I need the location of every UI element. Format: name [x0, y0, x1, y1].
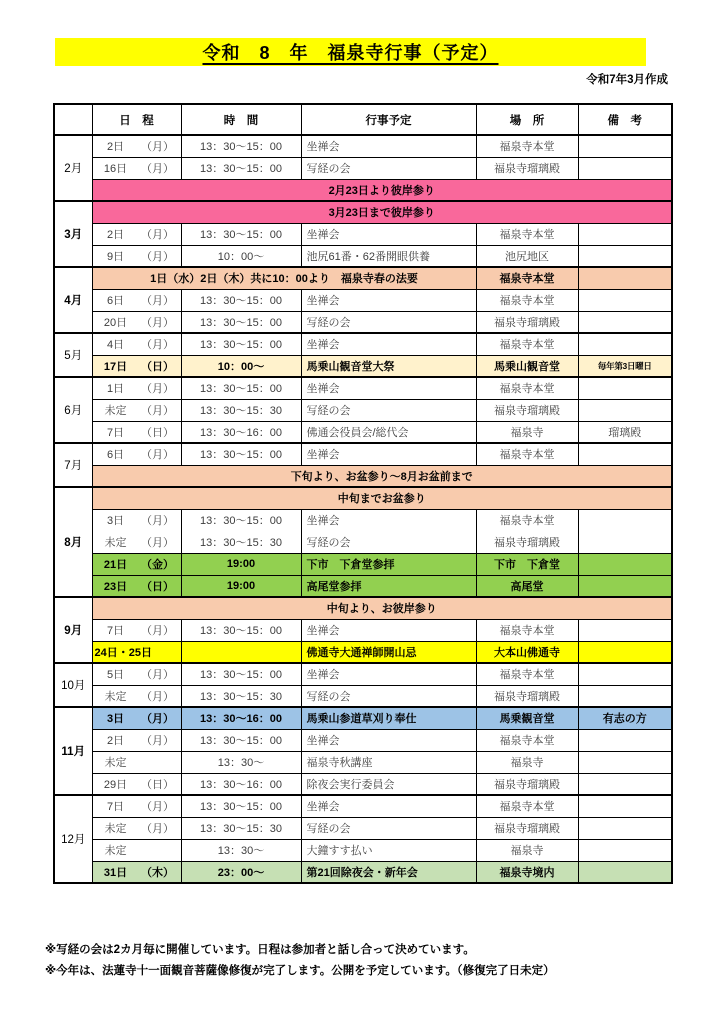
date-weekday [95, 402, 179, 418]
cell-time: 13：30～15：00 [181, 333, 301, 355]
cell-event: 坐禅会 [301, 377, 476, 399]
page-title: 令和 8 年 福泉寺行事（予定） [202, 43, 499, 63]
table-row [54, 289, 672, 311]
cell-note [578, 223, 672, 245]
table-row [54, 685, 672, 707]
table-row [54, 421, 672, 443]
cell-note [578, 641, 672, 663]
cell-place: 福泉寺 [476, 751, 578, 773]
date-weekday [95, 358, 179, 374]
banner-text: 中旬までお盆参り [92, 487, 672, 509]
cell-date [92, 817, 181, 839]
cell-date [92, 619, 181, 641]
footnote-1: ※写経の会は2カ月毎に開催しています。日程は参加者と話し合って決めています。 [45, 944, 475, 956]
cell-place: 福泉寺瑠璃殿 [476, 817, 578, 839]
cell-place: 池尻地区 [476, 245, 578, 267]
table-row [54, 641, 672, 663]
cell-date [92, 641, 181, 663]
date-value: 16日 [103, 163, 128, 175]
cell-time: 13：30～16：00 [181, 421, 301, 443]
cell-note [578, 729, 672, 751]
date-weekday [95, 710, 179, 726]
header-event: 行事予定 [301, 104, 476, 135]
date-value: 23日 [103, 580, 128, 593]
cell-event: 写経の会 [301, 311, 476, 333]
table-row [54, 795, 672, 817]
weekday-value: （月） [141, 669, 174, 682]
date-value: 29日 [103, 778, 128, 791]
date-value: 3日 [106, 515, 125, 528]
header-note: 備 考 [578, 104, 672, 135]
date-weekday [95, 864, 179, 880]
footnotes [45, 940, 685, 982]
weekday-value: （月） [141, 625, 174, 637]
cell-date [92, 685, 181, 707]
cell-event: 大鐘すす払い [301, 839, 476, 861]
month-label: 3月 [54, 201, 92, 267]
date-value: 未定 [104, 757, 127, 769]
header-time: 時 間 [181, 104, 301, 135]
cell-time: 13：30～ [181, 839, 301, 861]
cell-note [578, 135, 672, 157]
cell-event: 坐禅会 [301, 223, 476, 245]
cell-date [92, 223, 181, 245]
cell-event: 写経の会 [301, 399, 476, 421]
table-row [54, 575, 672, 597]
weekday-value: （月） [141, 801, 174, 814]
cell-event: 写経の会 [301, 685, 476, 707]
cell-note [578, 817, 672, 839]
table-row [54, 729, 672, 751]
cell-note [578, 245, 672, 267]
banner-text: 1日（水）2日（木）共に10：00より 福泉寺春の法要 [92, 267, 476, 289]
cell-event: 坐禅会 [301, 509, 476, 531]
table-row [54, 817, 672, 839]
date-value: 未定 [104, 405, 127, 417]
cell-place: 下市 下倉堂 [476, 553, 578, 575]
weekday-value: （日） [141, 360, 174, 373]
cell-event: 坐禅会 [301, 135, 476, 157]
month-column-header [54, 104, 92, 135]
cell-date [92, 311, 181, 333]
cell-place: 福泉寺本堂 [476, 377, 578, 399]
weekday-value: （月） [141, 823, 174, 835]
date-value: 1日 [106, 383, 125, 396]
date-weekday [95, 688, 179, 704]
date-weekday [95, 380, 179, 396]
cell-date [92, 399, 181, 421]
cell-place: 福泉寺本堂 [476, 729, 578, 751]
cell-place: 福泉寺本堂 [476, 795, 578, 817]
cell-place: 福泉寺瑠璃殿 [476, 531, 578, 553]
date-value: 2日 [106, 735, 125, 747]
date-weekday [95, 446, 179, 462]
date-weekday [95, 138, 179, 154]
date-weekday [95, 732, 179, 748]
cell-place: 福泉寺本堂 [476, 289, 578, 311]
date-weekday [95, 512, 179, 528]
cell-date [92, 553, 181, 575]
cell-event: 除夜会実行委員会 [301, 773, 476, 795]
cell-event: 坐禅会 [301, 443, 476, 465]
weekday-value: （月） [141, 515, 174, 528]
weekday-value: （月） [141, 229, 174, 241]
date-value: 7日 [106, 625, 125, 637]
cell-time: 13：30～16：00 [181, 773, 301, 795]
date-value: 17日 [103, 360, 128, 373]
cell-note: 瑠璃殿 [578, 421, 672, 443]
date-weekday [95, 424, 179, 440]
weekday-value: （月） [141, 163, 174, 175]
cell-time: 13：30～15：00 [181, 795, 301, 817]
cell-time: 13：30～15：30 [181, 685, 301, 707]
cell-date [92, 861, 181, 883]
cell-time: 13：30～15：00 [181, 157, 301, 179]
table-row [54, 663, 672, 685]
cell-event: 馬乗山観音堂大祭 [301, 355, 476, 377]
weekday-value: （月） [141, 316, 174, 329]
cell-date [92, 443, 181, 465]
month-label: 8月 [54, 487, 92, 597]
cell-time: 13：30～15：00 [181, 289, 301, 311]
date-value: 7日 [106, 801, 125, 814]
cell-time: 13：30～15：00 [181, 135, 301, 157]
cell-place: 福泉寺本堂 [476, 333, 578, 355]
date-weekday [95, 556, 179, 572]
cell-note [578, 663, 672, 685]
table-row [54, 223, 672, 245]
cell-time [181, 641, 301, 663]
cell-event: 第21回除夜会・新年会 [301, 861, 476, 883]
cell-time: 23：00～ [181, 861, 301, 883]
cell-date [92, 377, 181, 399]
date-value: 9日 [106, 250, 125, 263]
cell-date [92, 135, 181, 157]
cell-place: 福泉寺本堂 [476, 509, 578, 531]
cell-time: 10：00～ [181, 355, 301, 377]
cell-time: 13：30～15：00 [181, 619, 301, 641]
cell-date [92, 333, 181, 355]
cell-time: 19:00 [181, 575, 301, 597]
cell-time: 13：30～16：00 [181, 707, 301, 729]
cell-note [578, 861, 672, 883]
month-label: 7月 [54, 443, 92, 487]
weekday-value: （月） [141, 713, 174, 726]
date-weekday [95, 160, 179, 176]
cell-note [578, 509, 672, 531]
cell-event: 坐禅会 [301, 289, 476, 311]
month-label: 10月 [54, 663, 92, 707]
cell-time: 13：30～15：30 [181, 399, 301, 421]
cell-event: 池尻61番・62番開眼供養 [301, 245, 476, 267]
cell-time: 13：30～15：00 [181, 663, 301, 685]
cell-date [92, 245, 181, 267]
cell-place: 福泉寺 [476, 839, 578, 861]
weekday-value: （月） [141, 295, 174, 307]
weekday-value: （金） [141, 559, 174, 571]
cell-event: 写経の会 [301, 157, 476, 179]
cell-note [578, 773, 672, 795]
banner-text: 中旬より、お彼岸参り [92, 597, 672, 619]
date-value: 2日 [106, 229, 125, 241]
cell-time: 10：00～ [181, 245, 301, 267]
cell-date [92, 729, 181, 751]
date-value: 21日 [103, 559, 128, 571]
weekday-value: （月） [141, 735, 174, 747]
cell-time: 13：30～15：00 [181, 311, 301, 333]
cell-date [92, 773, 181, 795]
cell-date [92, 289, 181, 311]
cell-note [578, 619, 672, 641]
cell-date [92, 509, 181, 531]
weekday-value: （月） [141, 690, 174, 703]
weekday-value: （月） [141, 250, 174, 263]
table-row [54, 333, 672, 355]
date-weekday [95, 622, 179, 638]
date-weekday [95, 644, 179, 660]
table-row [54, 311, 672, 333]
month-label: 11月 [54, 707, 92, 795]
cell-place: 福泉寺本堂 [476, 619, 578, 641]
cell-note [578, 795, 672, 817]
date-weekday [95, 292, 179, 308]
weekday-value: （木） [141, 866, 174, 879]
weekday-value: （月） [141, 449, 174, 462]
table-row [54, 597, 672, 619]
date-weekday [95, 776, 179, 792]
weekday-value: （月） [141, 536, 174, 549]
cell-note [578, 289, 672, 311]
cell-event: 高尾堂参拝 [301, 575, 476, 597]
banner-text: 下旬より、お盆参り～8月お盆前まで [92, 465, 672, 487]
table-row [54, 531, 672, 553]
cell-place: 福泉寺本堂 [476, 663, 578, 685]
table-row [54, 465, 672, 487]
date-weekday [95, 248, 179, 264]
cell-place: 福泉寺本堂 [476, 267, 578, 289]
cell-event: 坐禅会 [301, 729, 476, 751]
cell-date [92, 707, 181, 729]
cell-place: 馬乗観音堂 [476, 707, 578, 729]
cell-event: 坐禅会 [301, 795, 476, 817]
weekday-value: （日） [141, 580, 174, 593]
date-value: 31日 [103, 866, 128, 879]
cell-place: 福泉寺瑠璃殿 [476, 157, 578, 179]
date-weekday [95, 798, 179, 814]
table-row [54, 553, 672, 575]
cell-time: 13：30～15：00 [181, 509, 301, 531]
cell-place: 福泉寺瑠璃殿 [476, 311, 578, 333]
month-label: 9月 [54, 597, 92, 663]
cell-date [92, 421, 181, 443]
month-label: 2月 [54, 135, 92, 201]
table-row [54, 773, 672, 795]
cell-note [578, 443, 672, 465]
cell-note [578, 531, 672, 553]
table-row [54, 509, 672, 531]
date-weekday [95, 336, 179, 352]
cell-time: 13：30～15：00 [181, 443, 301, 465]
cell-place: 福泉寺瑠璃殿 [476, 685, 578, 707]
weekday-value: （日） [141, 778, 174, 791]
table-row [54, 487, 672, 509]
cell-note [578, 575, 672, 597]
cell-date [92, 839, 181, 861]
cell-place: 福泉寺瑠璃殿 [476, 399, 578, 421]
cell-place: 福泉寺本堂 [476, 135, 578, 157]
weekday-value: （月） [141, 339, 174, 352]
date-value: 6日 [106, 295, 125, 307]
cell-time: 19:00 [181, 553, 301, 575]
table-row [54, 157, 672, 179]
cell-place: 高尾堂 [476, 575, 578, 597]
cell-date [92, 157, 181, 179]
table-row [54, 443, 672, 465]
cell-event: 馬乗山参道草刈り奉仕 [301, 707, 476, 729]
table-row [54, 399, 672, 421]
weekday-value: （月） [141, 405, 174, 417]
cell-note [578, 267, 672, 289]
table-row [54, 245, 672, 267]
month-label: 5月 [54, 333, 92, 377]
cell-date [92, 795, 181, 817]
header-place: 場 所 [476, 104, 578, 135]
cell-place: 福泉寺 [476, 421, 578, 443]
cell-date [92, 751, 181, 773]
cell-date [92, 355, 181, 377]
date-value: 24日・25日 [94, 646, 152, 659]
cell-event: 下市 下倉堂参拝 [301, 553, 476, 575]
banner-text: 3月23日まで彼岸参り [92, 201, 672, 223]
month-label: 12月 [54, 795, 92, 883]
weekday-value: （月） [141, 383, 174, 396]
table-row [54, 135, 672, 157]
cell-time: 13：30～15：00 [181, 377, 301, 399]
cell-note [578, 333, 672, 355]
date-weekday [95, 754, 179, 770]
header-row [54, 104, 672, 135]
cell-note [578, 311, 672, 333]
date-value: 7日 [106, 426, 125, 439]
cell-time: 13：30～ [181, 751, 301, 773]
date-value: 5日 [106, 669, 125, 682]
date-weekday [95, 314, 179, 330]
title-banner [55, 38, 646, 66]
cell-note [578, 685, 672, 707]
date-weekday [95, 820, 179, 836]
cell-note [578, 377, 672, 399]
table-row [54, 267, 672, 289]
weekday-value: （日） [141, 426, 174, 439]
date-value: 3日 [106, 713, 125, 726]
date-weekday [95, 842, 179, 858]
date-value: 未定 [104, 536, 127, 549]
cell-date [92, 663, 181, 685]
weekday-value: （月） [141, 141, 174, 154]
month-label: 4月 [54, 267, 92, 333]
cell-event: 写経の会 [301, 531, 476, 553]
cell-event: 写経の会 [301, 817, 476, 839]
date-weekday [95, 666, 179, 682]
date-value: 4日 [106, 339, 125, 352]
table-row [54, 619, 672, 641]
month-label: 6月 [54, 377, 92, 443]
cell-note: 有志の方 [578, 707, 672, 729]
header-schedule: 日 程 [92, 104, 181, 135]
cell-note: 毎年第3日曜日 [578, 355, 672, 377]
date-value: 6日 [106, 449, 125, 462]
table-row [54, 861, 672, 883]
footnote-2: ※今年は、法蓮寺十一面観音菩薩像修復が完了します。公開を予定しています。（修復完了日未定） [45, 965, 555, 977]
cell-event: 坐禅会 [301, 663, 476, 685]
date-value: 未定 [104, 823, 127, 835]
cell-place: 福泉寺本堂 [476, 443, 578, 465]
created-date: 令和7年3月作成 [586, 74, 668, 86]
date-value: 未定 [104, 690, 127, 703]
banner-text: 2月23日より彼岸参り [92, 179, 672, 201]
cell-date [92, 531, 181, 553]
schedule-table [53, 103, 673, 884]
cell-place: 福泉寺本堂 [476, 223, 578, 245]
cell-time: 13：30～15：00 [181, 729, 301, 751]
cell-note [578, 751, 672, 773]
date-value: 2日 [106, 141, 125, 154]
cell-time: 13：30～15：30 [181, 817, 301, 839]
cell-place: 大本山佛通寺 [476, 641, 578, 663]
cell-place: 福泉寺境内 [476, 861, 578, 883]
cell-event: 坐禅会 [301, 619, 476, 641]
cell-note [578, 399, 672, 421]
cell-note [578, 553, 672, 575]
cell-time: 13：30～15：00 [181, 223, 301, 245]
table-row [54, 707, 672, 729]
cell-event: 佛通会役員会/総代会 [301, 421, 476, 443]
cell-date [92, 575, 181, 597]
cell-note [578, 839, 672, 861]
table-row [54, 751, 672, 773]
cell-place: 福泉寺瑠璃殿 [476, 773, 578, 795]
cell-event: 坐禅会 [301, 333, 476, 355]
date-weekday [95, 578, 179, 594]
cell-time: 13：30～15：30 [181, 531, 301, 553]
table-row [54, 179, 672, 201]
date-weekday [95, 534, 179, 550]
table-row [54, 377, 672, 399]
cell-note [578, 157, 672, 179]
date-value: 未定 [104, 845, 127, 857]
table-row [54, 201, 672, 223]
cell-event: 福泉寺秋講座 [301, 751, 476, 773]
table-row [54, 839, 672, 861]
date-value: 20日 [103, 316, 128, 329]
date-weekday [95, 226, 179, 242]
cell-place: 馬乗山観音堂 [476, 355, 578, 377]
table-row [54, 355, 672, 377]
cell-event: 佛通寺大通禅師開山忌 [301, 641, 476, 663]
